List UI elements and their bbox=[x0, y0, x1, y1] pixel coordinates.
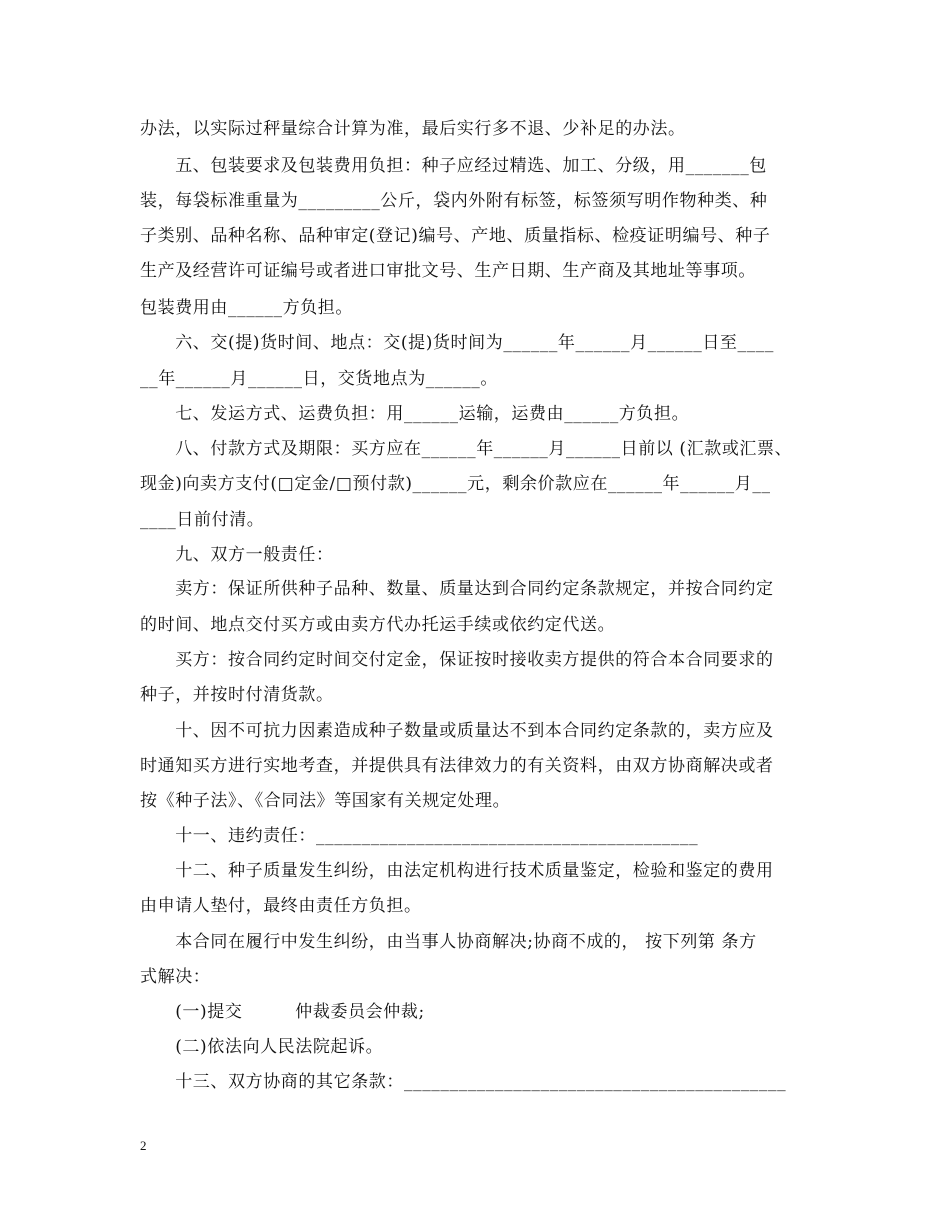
paragraph-line: (二)依法向人民法院起诉。 bbox=[140, 1037, 384, 1057]
paragraph-line: 十一、违约责任：__________________________________________ bbox=[140, 826, 699, 846]
paragraph-line: 六、交(提)货时间、地点：交(提)货时间为______年______月______日至____ bbox=[140, 333, 774, 353]
paragraph-line: 由申请人垫付，最终由责任方负担。 bbox=[140, 896, 422, 916]
paragraph-line: 十二、种子质量发生纠纷，由法定机构进行技术质量鉴定，检验和鉴定的费用 bbox=[140, 861, 774, 881]
page-number: 2 bbox=[140, 1138, 147, 1153]
paragraph-line: 办法，以实际过秤量综合计算为准，最后实行多不退、少补足的办法。 bbox=[140, 119, 686, 139]
paragraph-line: 卖方：保证所供种子品种、数量、质量达到合同约定条款规定，并按合同约定 bbox=[140, 579, 774, 599]
paragraph-line: 子类别、品种名称、品种审定(登记)编号、产地、质量指标、检疫证明编号、种子 bbox=[140, 226, 771, 246]
paragraph-line: 种子，并按时付清货款。 bbox=[140, 685, 334, 705]
paragraph-line: 按《种子法》、《合同法》等国家有关规定处理。 bbox=[140, 791, 511, 811]
paragraph-line: 买方：按合同约定时间交付定金，保证按时接收卖方提供的符合本合同要求的 bbox=[140, 650, 774, 670]
paragraph-line: 五、包装要求及包装费用负担：种子应经过精选、加工、分级，用_______包 bbox=[140, 156, 767, 176]
paragraph-line: 八、付款方式及期限：买方应在______年______月______日前以 (汇款或汇票、 bbox=[140, 439, 793, 459]
paragraph-line: (一)提交 仲裁委员会仲裁; bbox=[140, 1002, 425, 1022]
paragraph-line: 现金)向卖方支付(□定金/□预付款)______元，剩余价款应在______年______月__ bbox=[140, 474, 771, 494]
paragraph-line: 包装费用由______方负担。 bbox=[140, 298, 353, 318]
paragraph-line: __年______月______日，交货地点为______。 bbox=[140, 369, 498, 389]
paragraph-line: 九、双方一般责任： bbox=[140, 545, 334, 565]
paragraph-line: 的时间、地点交付买方或由卖方代办托运手续或依约定代送。 bbox=[140, 615, 616, 635]
paragraph-line: 十、因不可抗力因素造成种子数量或质量达不到本合同约定条款的，卖方应及 bbox=[140, 721, 774, 741]
paragraph-line: 本合同在履行中发生纠纷，由当事人协商解决;协商不成的， 按下列第 条方 bbox=[140, 932, 757, 952]
paragraph-line: 生产及经营许可证编号或者进口审批文号、生产日期、生产商及其地址等事项。 bbox=[140, 261, 756, 281]
paragraph-line: 装，每袋标准重量为_________公斤，袋内外附有标签，标签须写明作物种类、种 bbox=[140, 191, 768, 211]
paragraph-line: 十三、双方协商的其它条款：__________________________________________ bbox=[140, 1072, 787, 1092]
paragraph-line: ____日前付清。 bbox=[140, 510, 265, 530]
paragraph-line: 七、发运方式、运费负担：用______运输，运费由______方负担。 bbox=[140, 404, 690, 424]
paragraph-line: 式解决： bbox=[140, 967, 211, 987]
paragraph-line: 时通知买方进行实地考查，并提供具有法律效力的有关资料，由双方协商解决或者 bbox=[140, 756, 774, 776]
